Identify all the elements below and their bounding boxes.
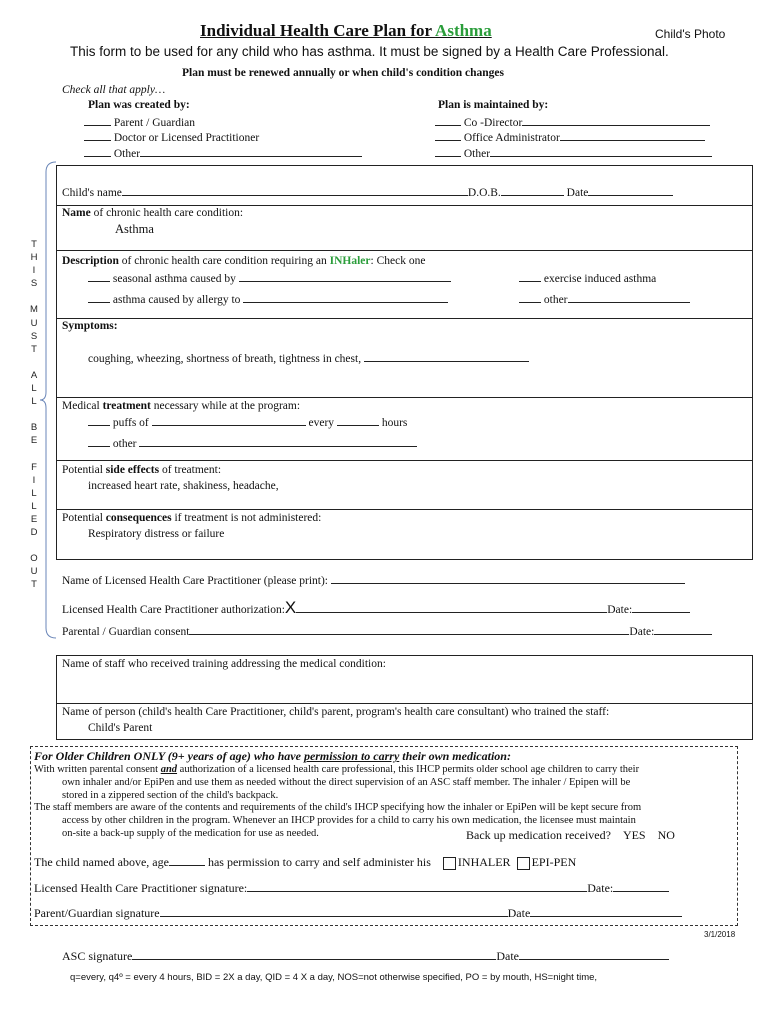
authorization-x-mark: X bbox=[284, 598, 297, 617]
form-version-date: 3/1/2018 bbox=[704, 930, 736, 939]
maintained-by-option-other[interactable]: Other bbox=[435, 146, 712, 160]
trainer-value[interactable]: Child's Parent bbox=[88, 722, 153, 734]
created-by-option-other[interactable]: Other bbox=[84, 146, 362, 160]
form-title-condition: Asthma bbox=[435, 21, 492, 40]
older-p2-line2: access by other children in the program. Whenever an IHCP provides for a child to carry his own medication, the licensee must maintain bbox=[62, 815, 636, 826]
form-subtitle: This form to be used for any child who has asthma. It must be signed by a Health Care Professional. bbox=[70, 44, 669, 59]
trainer-label: Name of person (child's health Care Practitioner, child's parent, program's health care consultant) who trained the staff: bbox=[62, 706, 610, 718]
date-field[interactable]: Date bbox=[566, 187, 589, 199]
check-all-note: Check all that apply… bbox=[62, 84, 166, 96]
side-effects-text[interactable]: increased heart rate, shakiness, headache, bbox=[88, 480, 279, 492]
parental-consent-field[interactable]: Parental / Guardian consent Date: bbox=[62, 624, 712, 638]
option-exercise-induced[interactable]: exercise induced asthma bbox=[519, 271, 656, 285]
created-by-option-doctor[interactable]: Doctor or Licensed Practitioner bbox=[84, 130, 259, 144]
practitioner-authorization-field[interactable]: Licensed Health Care Practitioner authorization:X Date: bbox=[62, 598, 690, 618]
option-seasonal-asthma[interactable]: seasonal asthma caused by bbox=[88, 271, 451, 285]
dob-field[interactable]: D.O.B. bbox=[467, 187, 501, 199]
consequences-label: Potential consequences if treatment is not administered: bbox=[62, 512, 322, 524]
parent-signature-field[interactable]: Parent/Guardian signature Date bbox=[34, 906, 682, 921]
older-p1-line1: With written parental consent and authorization of a licensed health care professional, this IHCP permits older school age children to carry their bbox=[34, 764, 640, 775]
description-label: Description of chronic health care condition requiring an INHaler: Check one bbox=[62, 255, 426, 267]
epipen-checkbox[interactable] bbox=[517, 857, 530, 870]
older-children-heading: For Older Children ONLY (9+ years of age) who have permission to carry their own medication: bbox=[34, 749, 511, 763]
renewal-note: Plan must be renewed annually or when child's condition changes bbox=[182, 67, 504, 79]
maintained-by-heading: Plan is maintained by: bbox=[438, 99, 549, 111]
older-p2-line3: on-site a back-up supply of the medication for use as needed. bbox=[62, 828, 319, 839]
treatment-other-field[interactable]: other bbox=[88, 436, 417, 450]
this-must-all-be-filled-out-label: T H I S M U S T A L L B E F I L L E D O U T bbox=[30, 239, 38, 591]
backup-no-option[interactable]: NO bbox=[657, 828, 675, 842]
age-field[interactable] bbox=[169, 855, 205, 866]
form-title: Individual Health Care Plan for Asthma bbox=[200, 21, 492, 40]
backup-yes-option[interactable]: YES bbox=[622, 828, 646, 842]
older-p2-line1: The staff members are aware of the contents and requirements of the child's IHCP specifying how the inhaler or EpiPen will be kept secure from bbox=[34, 802, 642, 813]
created-by-option-parent[interactable]: Parent / Guardian bbox=[84, 115, 195, 129]
maintained-by-option-codirector[interactable]: Co -Director bbox=[435, 115, 710, 129]
childs-photo-label: Child's Photo bbox=[655, 27, 726, 41]
option-allergy-asthma[interactable]: asthma caused by allergy to bbox=[88, 292, 448, 306]
abbreviations-legend: q=every, q4º = every 4 hours, BID = 2X a day, QID = 4 X a day, NOS=not otherwise specified, PO = by mouth, HS=night time, bbox=[70, 972, 598, 983]
consequences-text[interactable]: Respiratory distress or failure bbox=[88, 528, 225, 540]
condition-value[interactable]: Asthma bbox=[115, 222, 154, 236]
symptoms-label: Symptoms: bbox=[62, 320, 118, 332]
practitioner-name-field[interactable]: Name of Licensed Health Care Practitioner (please print): bbox=[62, 573, 685, 587]
older-p1-line3: stored in a zippered section of the child's backpack. bbox=[62, 790, 279, 801]
older-p1-line2: own inhaler and/or EpiPen and use them as needed without the direct supervision of an ASC staff member. The inhaler / Epipen will be bbox=[62, 777, 631, 788]
created-by-heading: Plan was created by: bbox=[88, 99, 190, 111]
symptoms-text[interactable]: coughing, wheezing, shortness of breath, tightness in chest, bbox=[88, 351, 529, 365]
option-other-description[interactable]: other bbox=[519, 292, 690, 306]
condition-label: Name of chronic health care condition: bbox=[62, 207, 244, 219]
child-name-field[interactable]: Child's name D.O.B. Date bbox=[62, 185, 673, 199]
treatment-label: Medical treatment necessary while at the program: bbox=[62, 400, 301, 412]
side-effects-label: Potential side effects of treatment: bbox=[62, 464, 222, 476]
treatment-puffs-field[interactable]: puffs of every hours bbox=[88, 415, 407, 429]
permission-statement: The child named above, age has permission to carry and self administer his INHALER EPI-PEN bbox=[34, 855, 577, 869]
maintained-by-option-office-admin[interactable]: Office Administrator bbox=[435, 130, 705, 144]
backup-medication-question: Back up medication received? YES NO bbox=[466, 828, 675, 842]
asc-signature-field[interactable]: ASC signature Date bbox=[62, 949, 669, 964]
staff-trained-label[interactable]: Name of staff who received training addressing the medical condition: bbox=[62, 658, 386, 670]
inhaler-checkbox[interactable] bbox=[443, 857, 456, 870]
side-bracket bbox=[38, 160, 58, 640]
lhcp-signature-field[interactable]: Licensed Health Care Practitioner signature: Date: bbox=[34, 881, 669, 896]
